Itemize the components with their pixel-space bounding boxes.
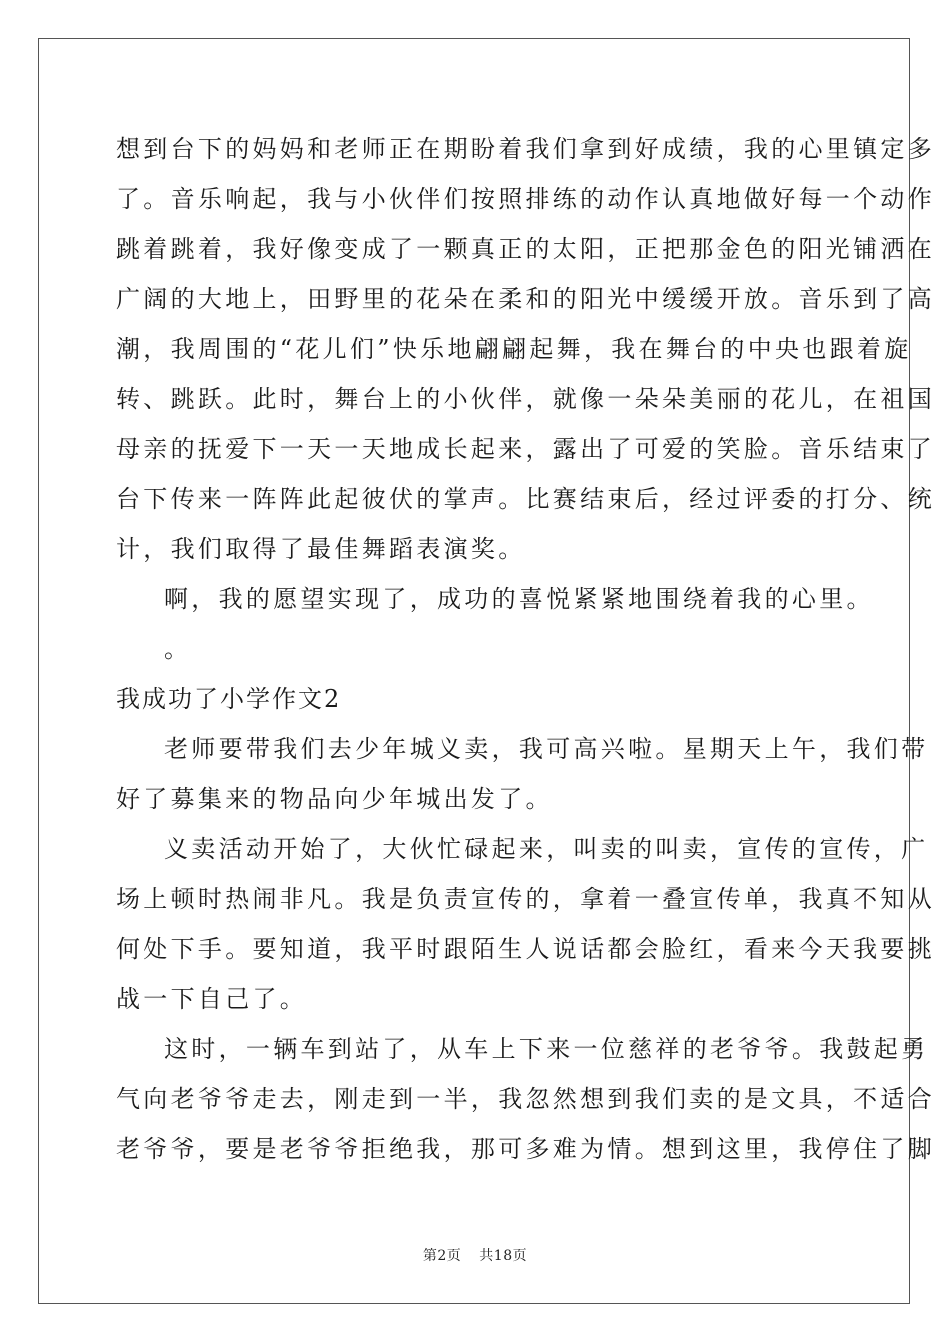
text-line: 潮，我周围的“花儿们”快乐地翩翩起舞，我在舞台的中央也跟着旋: [116, 335, 912, 363]
text-line: 好了募集来的物品向少年城出发了。: [116, 785, 553, 813]
section-heading: 我成功了小学作文2: [116, 685, 342, 713]
text-line: 场上顿时热闹非凡。我是负责宣传的，拿着一叠宣传单，我真不知从: [116, 885, 935, 913]
page-total: 共18页: [479, 1248, 528, 1264]
text-line: 了。音乐响起，我与小伙伴们按照排练的动作认真地做好每一个动作: [116, 185, 935, 213]
text-line: 跳着跳着，我好像变成了一颗真正的太阳，正把那金色的阳光铺洒在: [116, 235, 935, 263]
document-body: [116, 124, 935, 1174]
paragraph-first-line: 啊，我的愿望实现了，成功的喜悦紧紧地围绕着我的心里。: [164, 585, 874, 613]
paragraph-first-line: 义卖活动开始了，大伙忙碌起来，叫卖的叫卖，宣传的宣传，广: [164, 835, 929, 863]
paragraph-first-line: 老师要带我们去少年城义卖，我可高兴啦。星期天上午，我们带: [164, 735, 929, 763]
text-line: 想到台下的妈妈和老师正在期盼着我们拿到好成绩，我的心里镇定多: [116, 135, 935, 163]
text-line: 计，我们取得了最佳舞蹈表演奖。: [116, 535, 526, 563]
text-line: 气向老爷爷走去，刚走到一半，我忽然想到我们卖的是文具，不适合: [116, 1085, 935, 1113]
page-footer: [0, 1245, 950, 1265]
text-line: 广阔的大地上，田野里的花朵在柔和的阳光中缓缓开放。音乐到了高: [116, 285, 935, 313]
text-line: 老爷爷，要是老爷爷拒绝我，那可多难为情。想到这里，我停住了脚: [116, 1135, 935, 1163]
paragraph-first-line: 。: [164, 635, 192, 663]
page-number: 第2页: [422, 1248, 462, 1264]
paragraph-first-line: 这时，一辆车到站了，从车上下来一位慈祥的老爷爷。我鼓起勇: [164, 1035, 929, 1063]
text-line: 母亲的抚爱下一天一天地成长起来，露出了可爱的笑脸。音乐结束了: [116, 435, 935, 463]
text-line: 战一下自己了。: [116, 985, 308, 1013]
text-line: 转、跳跃。此时，舞台上的小伙伴，就像一朵朵美丽的花儿，在祖国: [116, 385, 935, 413]
text-line: 台下传来一阵阵此起彼伏的掌声。比赛结束后，经过评委的打分、统: [116, 485, 935, 513]
text-line: 何处下手。要知道，我平时跟陌生人说话都会脸红，看来今天我要挑: [116, 935, 935, 963]
